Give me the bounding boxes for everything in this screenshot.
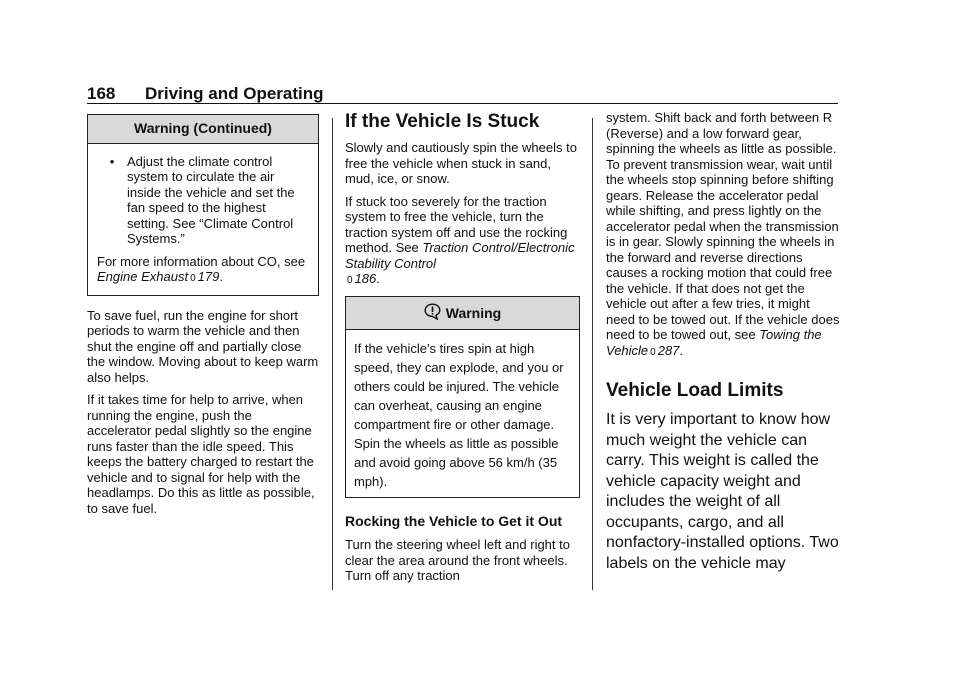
- help-arrive-paragraph: If it takes time for help to arrive, when running the engine, push the accelerator pedal slightly so the engine runs faster than the idle speed. This keeps the battery charged to restart the vehicle and to signal for help with the headlamps. Do this as little as possible, to save fuel.: [87, 392, 315, 516]
- warning-continued-box: [87, 114, 319, 296]
- save-fuel-paragraph: To save fuel, run the engine for short periods to warm the vehicle and then shut the engine off and partially close the window. Moving about to keep warm also helps.: [87, 307, 319, 385]
- stuck-paragraph-2: [345, 194, 580, 289]
- engine-exhaust-link[interactable]: Engine Exhaust: [97, 269, 189, 284]
- list-item: [97, 154, 309, 247]
- page-number: 168: [87, 84, 116, 103]
- stuck-heading: If the Vehicle Is Stuck: [345, 111, 540, 132]
- warning-title: Warning: [445, 304, 502, 321]
- stuck-paragraph-2-text: If stuck too severely for the traction system to free the vehicle, turn the traction system off and use the rocking method. See: [345, 193, 568, 255]
- towing-vehicle-page[interactable]: 287: [657, 342, 680, 358]
- period: .: [219, 269, 223, 284]
- stuck-paragraph-1: Slowly and cautiously spin the wheels to free the vehicle when stuck in sand, mud, ice, or snow.: [345, 140, 577, 186]
- column-divider: [592, 118, 593, 590]
- load-limits-heading: Vehicle Load Limits: [606, 380, 784, 401]
- warning-header: [346, 297, 579, 331]
- period: .: [679, 342, 684, 358]
- period: .: [376, 271, 380, 286]
- load-limits-lead: [606, 410, 840, 574]
- bullet-text: Adjust the climate control system to circulate the air inside the vehicle and set the fan speed to the highest setting. See “Climate Control Systems.”: [127, 153, 295, 246]
- column-divider: [332, 118, 333, 590]
- warning-icon: [424, 303, 441, 324]
- rocking-heading: Rocking the Vehicle to Get it Out: [345, 513, 563, 529]
- traction-control-link[interactable]: Traction Control/Electronic Stability Control: [345, 240, 575, 271]
- column-3: [606, 110, 840, 574]
- rocking-continued-paragraph: [606, 110, 840, 360]
- header-rule: [87, 103, 838, 104]
- bullet-marker: •: [109, 153, 115, 169]
- towing-vehicle-link[interactable]: Towing the Vehicle: [606, 327, 822, 358]
- rocking-paragraph: Turn the steering wheel left and right to clear the area around the front wheels. Turn off any traction: [345, 537, 570, 583]
- rocking-continued-text: system. Shift back and forth between R (Reverse) and a low forward gear, spinning the wheels as little as possible. To prevent transmission wear, wait until the wheels stop spinning before shifting gears. Release the accelerator pedal while shifting, and press lightly on the accelerator pedal when the transmission is in gear. Slowly spinning the wheels in the forward and reverse directions causes a rocking motion that could free the vehicle. If that does not get the vehicle out after a few tries, it might need to be towed out. If the vehicle does need to be towed out, see: [606, 110, 840, 342]
- traction-control-page[interactable]: 186: [354, 271, 377, 286]
- load-limits-paragraph: It is very important to know how much weight the vehicle can carry. This weight is called the vehicle capacity weight and includes the weight of all occupants, cargo, and all nonfactory-installed options. Two labels on the vehicle may: [606, 411, 839, 572]
- page-ref-arrow-icon: 0: [190, 273, 196, 284]
- page-ref-arrow-icon: 0: [650, 346, 656, 358]
- warning-body: If the vehicle's tires spin at high speed, they can explode, and you or others could be injured. The vehicle can overheat, causing an engine compartment fire or other damage. Spin the wheels as little as possible and avoid going above 56 km/h (35 mph).: [354, 341, 564, 489]
- section-title: Driving and Operating: [145, 84, 324, 103]
- page-header: [87, 84, 324, 104]
- page-ref-arrow-icon: 0: [347, 275, 353, 286]
- more-info-paragraph: [97, 254, 309, 287]
- warning-continued-body: [88, 144, 318, 295]
- column-1: [87, 114, 319, 523]
- column-2: [345, 111, 580, 591]
- more-info-text: For more information about CO, see: [97, 253, 306, 269]
- warning-continued-title: Warning (Continued): [88, 115, 318, 144]
- warning-box: [345, 296, 580, 499]
- engine-exhaust-page[interactable]: 179: [197, 269, 220, 284]
